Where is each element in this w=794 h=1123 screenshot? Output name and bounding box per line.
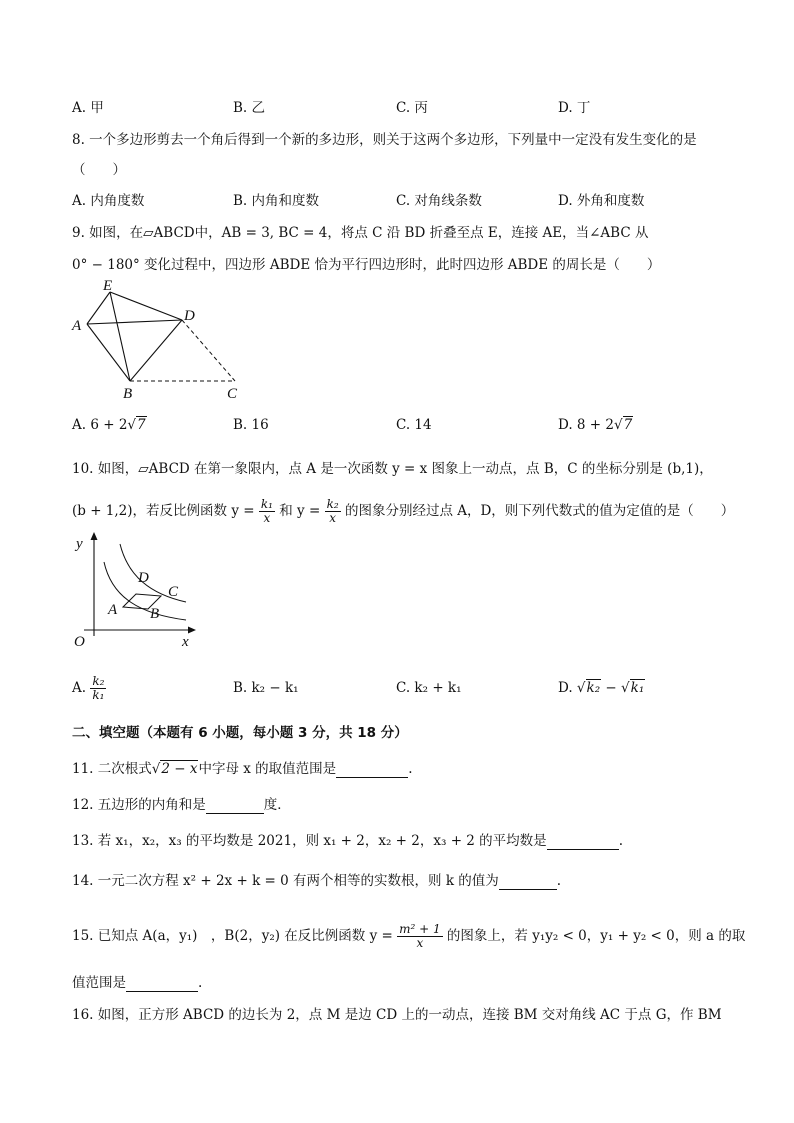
seg-ea [87,292,110,324]
label-e: E [103,278,113,294]
q7-options [72,97,732,119]
q11-suffix: 中字母 x 的取值范围是 [198,761,337,777]
label-d: D [184,308,195,324]
q8-paren: （ ） [72,162,126,178]
q11-answer-blank[interactable] [336,763,408,778]
label-c: C [227,386,238,402]
q10-line2-c: 的图象分别经过点 A，D，则下列代数式的值为定值的是（ ） [340,503,735,519]
q15-frac-num: m² + 1 [399,922,441,936]
q10-options [72,673,732,703]
label-d: D [138,570,149,586]
q15-line1 [72,922,745,950]
q10-line1: 10. 如图，▱ABCD 在第一象限内，点 A 是一次函数 y = x 图象上一动点，点 B，C 的坐标分别是 (b,1)， [72,461,713,477]
x-axis-arrow [188,627,196,634]
q10-a-prefix: A. [72,680,87,696]
q15-line1-a: 15. 已知点 A(a，y₁) ，B(2，y₂) 在反比例函数 y = [72,928,398,944]
q13-end: . [618,833,623,849]
q10-frac2-den: x [329,511,336,525]
label-b: B [123,386,133,402]
q7-option-d: D. 丁 [558,100,591,116]
label-x: x [182,634,189,650]
q10-line2-a: (b + 1,2)，若反比例函数 y = [72,503,259,519]
label-b: B [150,606,160,622]
label-y: y [76,536,83,552]
q10-line2 [72,497,734,525]
label-a: A [108,602,118,618]
q10-frac1-den: x [263,511,271,525]
q9-line2: 0° − 180° 变化过程中，四边形 ABDE 恰为平行四边形时，此时四边形 ABDE 的周长是（ ） [72,257,661,273]
q13-text: 13. 若 x₁，x₂，x₃ 的平均数是 2021，则 x₁ + 2，x₂ + 2，x₃ + 2 的平均数是 [72,833,547,849]
q15-line2-text: 值范围是 [72,975,126,991]
q9-figure [70,278,250,402]
q15-frac-den: x [416,936,424,950]
q14-answer-blank[interactable] [499,875,557,890]
q11-radicand: 2 − x [161,761,198,777]
q14-text: 14. 一元二次方程 x² + 2x + k = 0 有两个相等的实数根，则 k 的值为 [72,873,499,889]
q10-figure [70,530,200,652]
q9-d-radicand: 7 [623,417,633,433]
q15-line1-b: 的图象上，若 y₁y₂ < 0，y₁ + y₂ < 0，则 a 的取 [442,928,746,944]
q11-prefix: 11. 二次根式 [72,761,152,777]
q12-prefix: 12. 五边形的内角和是 [72,797,206,813]
q10-option-a [72,673,106,703]
q8-options [72,190,732,212]
q8-option-b: B. 内角和度数 [233,193,320,209]
seg-dc [182,320,235,381]
q10-d-rad2: k₁ [630,680,645,696]
q10-frac2-num: k₂ [326,497,339,511]
q9-a-radicand: 7 [137,417,146,433]
q13-answer-blank[interactable] [547,835,619,850]
q14-line [72,872,561,890]
q10-option-d: D. √k₂ − √k₁ [558,680,645,696]
label-a: A [72,318,82,334]
q13-line [72,832,623,850]
q9-d-prefix: D. 8 + 2 [558,417,614,433]
q10-d-prefix: D. [558,680,573,696]
section-2-title: 二、填空题（本题有 6 小题，每小题 3 分，共 18 分） [72,725,408,741]
q9-option-c: C. 14 [396,417,432,433]
q10-a-den: k₁ [92,688,105,702]
seg-db [130,320,182,381]
q10-frac-k2-x [325,498,341,525]
q12-line [72,796,291,814]
q7-option-a: A. 甲 [72,100,104,116]
q10-frac1-num: k₁ [260,497,273,511]
q11-line: 11. 二次根式√2 − x中字母 x 的取值范围是 . [72,761,413,777]
y-axis-arrow [91,532,98,540]
q8-option-c: C. 对角线条数 [396,193,482,209]
q10-frac-k1-x [259,498,275,525]
q10-d-rad1: k₂ [586,680,601,696]
seg-ed [110,292,182,320]
q11-end: . [408,761,413,777]
q14-end: . [556,873,562,889]
q7-option-b: B. 乙 [233,100,266,116]
q9-option-b: B. 16 [233,417,269,433]
q9-options [72,414,732,436]
q10-option-b: B. k₂ − k₁ [233,680,299,696]
q10-a-num: k₂ [92,674,105,688]
q9-option-a: A. 6 + 2√7 [72,417,146,433]
q12-answer-blank[interactable] [206,799,264,814]
q10-option-c: C. k₂ + k₁ [396,680,462,696]
q9-option-d: D. 8 + 2√7 [558,417,633,433]
q7-option-c: C. 丙 [396,100,428,116]
q12-suffix: 度． [263,797,291,813]
q15-line2 [72,974,202,992]
seg-ad [87,320,182,324]
q10-d-minus: − [601,680,622,696]
q9-a-prefix: A. 6 + 2 [72,417,128,433]
q9-line1: 9. 如图，在▱ABCD中，AB = 3, BC = 4，将点 C 沿 BD 折叠至点 E，连接 AE，当∠ABC 从 [72,225,649,241]
q15-answer-blank[interactable] [126,977,198,992]
label-c: C [168,584,179,600]
q8-stem: 8. 一个多边形剪去一个角后得到一个新的多边形，则关于这两个多边形，下列量中一定没有发生变化的是 [72,132,697,148]
q16-line: 16. 如图，正方形 ABCD 的边长为 2，点 M 是边 CD 上的一动点，连接 BM 交对角线 AC 于点 G，作 BM [72,1007,722,1023]
q15-end: . [198,975,203,991]
q10-a-frac [90,675,106,702]
label-o: O [74,634,85,650]
q15-frac [397,923,443,950]
q8-option-d: D. 外角和度数 [558,193,645,209]
q8-option-a: A. 内角度数 [72,193,145,209]
q10-line2-b: 和 y = [274,503,325,519]
